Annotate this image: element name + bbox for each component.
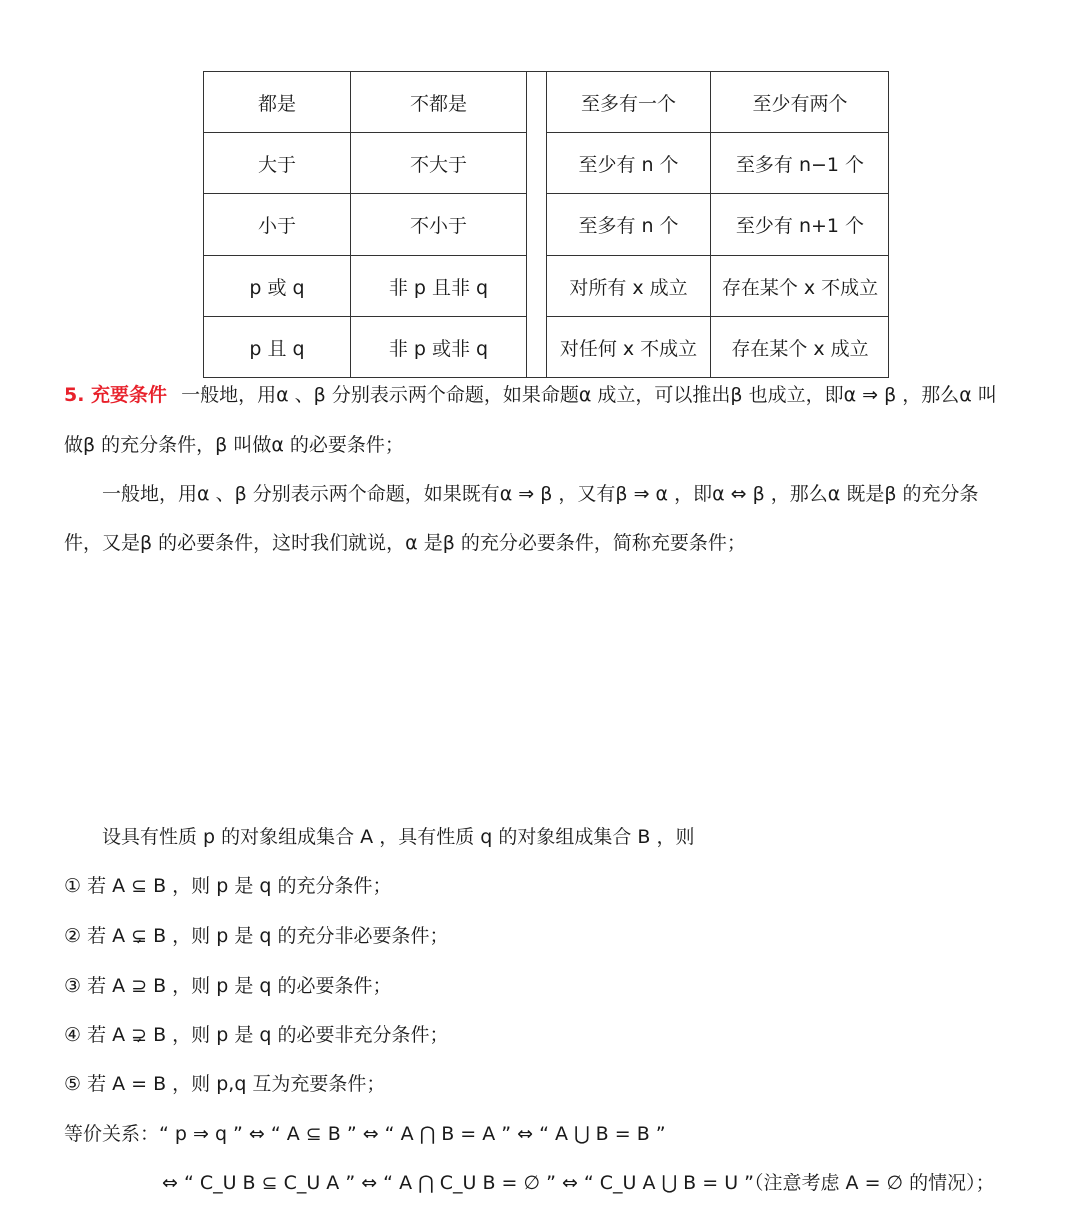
table-cell: 不大于: [409, 153, 467, 176]
logic-negation-table: [203, 71, 889, 378]
table-cell: 存在某个 x 不成立: [721, 276, 879, 299]
table-cell: 至多有 n−1 个: [735, 153, 865, 176]
sets-item-4: ④ 若 A ⊋ B ，则 p 是 q 的必要非充分条件；: [64, 1024, 449, 1046]
table-cell: 至少有两个: [752, 92, 848, 115]
table-cell: 对任何 x 不成立: [559, 337, 698, 360]
equivalence-line-1: 等价关系：“ p ⇒ q ” ⇔ “ A ⊆ B ” ⇔ “ A ⋂ B = A ” ⇔ “ A ⋃ B = B ”: [64, 1123, 666, 1145]
equivalence-line-2: ⇔ “ C_U B ⊆ C_U A ” ⇔ “ A ⋂ C_U B = ∅ ” ⇔ “ C_U A ⋃ B = U ”（注意考虑 A = ∅ 的情况）；: [162, 1172, 995, 1194]
table-cell: 非 p 或非 q: [388, 337, 489, 360]
paragraph-text: 一般地，用α 、β 分别表示两个命题，如果命题α 成立，可以推出β 也成立，即α ⇒ β ，那么α 叫: [181, 384, 997, 406]
section5-para1-line2: 做β 的充分条件，β 叫做α 的必要条件；: [64, 434, 404, 456]
table-cell: p 或 q: [249, 276, 305, 299]
table-cell: 都是: [257, 92, 296, 115]
sets-intro: 设具有性质 p 的对象组成集合 A ，具有性质 q 的对象组成集合 B ，则: [102, 826, 695, 848]
sets-item-5: ⑤ 若 A = B ，则 p,q 互为充要条件；: [64, 1073, 386, 1095]
sets-item-3: ③ 若 A ⊇ B ，则 p 是 q 的必要条件；: [64, 975, 392, 997]
section5-para2-line2: 件，又是β 的必要条件，这时我们就说，α 是β 的充分必要条件，简称充要条件；: [64, 532, 746, 554]
table-cell: 不小于: [409, 215, 467, 237]
table-cell: 非 p 且非 q: [388, 276, 489, 299]
table-cell: 至少有 n+1 个: [735, 215, 865, 237]
table-cell: 至多有一个: [580, 92, 676, 115]
section5-para2-line1: 一般地，用α 、β 分别表示两个命题，如果既有α ⇒ β ，又有β ⇒ α ，即α ⇔ β ，那么α 既是β 的充分条: [102, 483, 979, 505]
table-cell: 不都是: [409, 92, 467, 115]
section-heading: 5. 充要条件: [64, 384, 168, 406]
table-gap-column: [526, 72, 547, 377]
table-cell: 大于: [257, 153, 296, 176]
table-cell: 至多有 n 个: [578, 215, 679, 237]
table-cell: 至少有 n 个: [578, 153, 679, 176]
table-cell: 小于: [257, 215, 296, 237]
sets-item-2: ② 若 A ⊊ B ，则 p 是 q 的充分非必要条件；: [64, 925, 449, 947]
sets-item-1: ① 若 A ⊆ B ，则 p 是 q 的充分条件；: [64, 875, 392, 897]
table-cell: p 且 q: [249, 337, 305, 360]
table-cell: 存在某个 x 成立: [731, 337, 869, 360]
table-cell: 对所有 x 成立: [569, 276, 688, 299]
section5-para1-line1: [64, 382, 997, 408]
